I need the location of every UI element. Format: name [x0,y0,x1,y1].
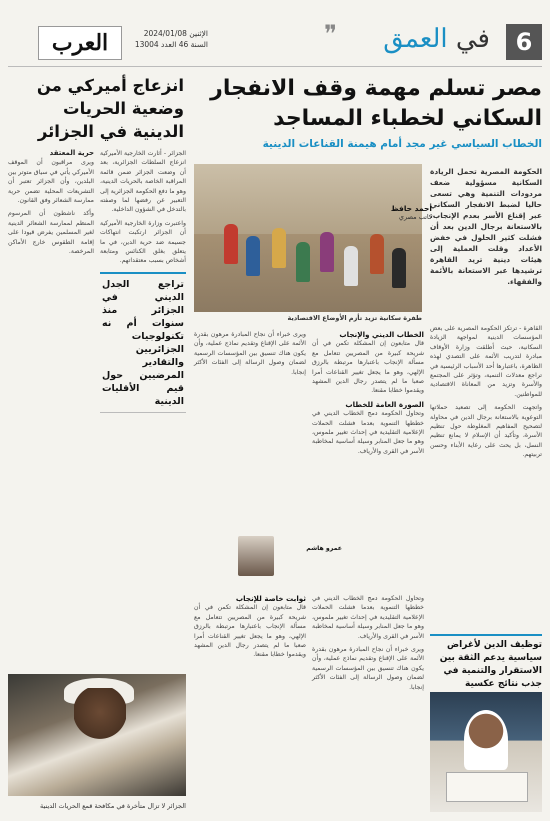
side-story-pull-quote: تراجع الجدل الديني في الجزائر منذ سنوات أم نه تكنولوجيات الجزائريين والتقادير المرضيين حول قيم الأقليات الدينية [100,272,186,413]
issue-date: الإثنين 2024/01/08 [143,29,208,38]
photo-figure [224,224,238,264]
byline [391,204,432,221]
side-story [8,74,186,814]
inset-box-headline: توظيف الدين لأغراض سياسية يدعم الثقة بين الاستقرار والتنمية في جذب نتائج عكسية [430,634,542,691]
photo-figure [464,710,508,770]
photo-figure [320,232,334,272]
photo-figure [392,248,406,288]
main-story-paragraph: وتحاول الحكومة دمج الخطاب الديني في خططها التنموية بعدما فشلت الحملات الإعلامية التقليدية في إحداث تغيير ملموس، وهو ما جعل المنابر وسيلة أساسية لمخاطبة الأسر في القرى والأرياف. [312,595,424,640]
main-story-paragraph: القاهرة - ترتكز الحكومة المصرية على بعض المؤسسات الدينية لمواجهة الزيادة السكانية، حيث أطلقت وزارة الأوقاف مبادرة لتدريب الأئمة على التصدي لهذه الظاهرة، باعتبارها أحد الأسباب الرئيسية في تراجع معدلات التنمية، وتؤثر على المجتمع والأسرة وتزيد من المعاناة الاقتصادية للمواطنين. [430,325,542,398]
section-prefix: في [455,24,490,54]
columnist-name: عمرو هاشم [306,545,342,552]
masthead-text: العرب [51,30,109,56]
side-story-column-right [100,149,186,419]
photo-figure-face [74,688,126,748]
main-story [194,74,542,814]
section-title [383,24,490,54]
main-story-headline: مصر تسلم مهمة وقف الانفجار السكاني لخطباء المساجد [210,76,542,131]
section-name: العمق [383,24,448,54]
author-name: أحمد حافظ [390,204,432,213]
main-story-column [312,594,424,696]
issue-info [128,28,208,50]
main-story-column [194,330,306,381]
main-story-paragraph: واتجهت الحكومة إلى تصعيد حملاتها التوعوية بالاستعانة برجال الدين في محاولة لتصحيح المفاهيم المغلوطة حول تنظيم الأسرة، وتأكيد أن الإسلام لا يمانع تنظيم النسل، بل يحث على رعاية الأبناء وحسن تربيتهم. [430,404,542,459]
side-story-photo [8,674,186,796]
photo-figure [344,246,358,286]
inset-box-photo [430,692,542,812]
section-number-badge: 6 [506,24,542,60]
quote-icon: ❞ [324,20,337,48]
side-story-paragraph: وأكد ناشطون أن المرسوم المنظم لممارسة الشعائر الدينية لغير المسلمين يفرض قيودا على إقامة الطقوس خارج الأماكن المرخصة. [8,210,94,256]
main-story-paragraph: قال متابعون إن المشكلة تكمن في أن شريحة كبيرة من المصريين تتعامل مع مسألة الإنجاب باعتبارها مرتبطة بالرزق الإلهي، وهو ما يجعل تغيير القناعات أمرا صعبا ما لم يتصدر رجال الدين المشهد ويقدموا خطابا مقنعا. [194,604,306,659]
main-story-paragraph: ويرى خبراء أن نجاح المبادرة مرهون بقدرة الأئمة على الإقناع وتقديم نماذج عملية، وأن يكون هناك تنسيق بين المؤسسات الرسمية لضمان وصول الرسالة إلى الفئات الأكثر إنجابا. [312,646,424,691]
side-story-columns [8,149,186,419]
photo-figure [296,242,310,282]
masthead-logo [38,26,122,60]
main-story-column [430,324,542,464]
main-story-subhead: الصورة العامة للخطاب [345,399,424,409]
main-story-paragraph: قال متابعون إن المشكلة تكمن في أن شريحة كبيرة من المصريين تتعامل مع مسألة الإنجاب باعتبارها مرتبطة بالرزق الإلهي، وهو ما يجعل تغيير القناعات أمرا صعبا ما لم يتصدر رجال الدين المشهد ويقدموا خطابا مقنعا. [312,340,424,395]
page-header [8,18,542,67]
photo-figure [272,228,286,268]
main-story-column [312,330,424,460]
side-story-headline: انزعاج أميركي من وضعية الحريات الدينية في الجزائر [36,76,184,141]
photo-book [446,772,528,802]
issue-number: السنة 46 العدد 13004 [134,40,208,49]
side-story-photo-caption: الجزائر لا تزال متأخرة في مكافحة قمع الحريات الدينية [40,802,186,810]
main-story-photo [194,164,422,312]
main-story-photo-caption: طفرة سكانية تزيد تأزم الأوضاع الاقتصادية [287,314,422,322]
side-story-paragraph: ويرى مراقبون أن الموقف الأميركي يأتي في سياق متوتر بين البلدين، وأن الجزائر تعتبر أن التشريعات المحلية تضمن حرية ممارسة الشعائر وفق القانون. [8,159,94,205]
side-story-subhead: حرية المعتقد [49,149,94,157]
main-story-lead: الحكومة المصرية تحمل الريادة السكانية مسؤولية ضعف مردودات التنمية وهي تسعى حاليا لضبط الانفجار السكاني عبر إقناع الأسر بعدم الإنجاب، بالاستعانة برجال الدين بعد أن فشلت كثير الحلول في خفض الأعداد وقلت العملية إلى هيئات دينية تريد القاهرة ترشيدها عبر الاستعانة بالأئمة والفقهاء. [430,167,542,286]
photo-figure [370,234,384,274]
side-story-paragraph: الجزائر - أثارت الخارجية الأميركية انزعاج السلطات الجزائرية، بعد أن وضعت الجزائر ضمن قائمة المراقبة الخاصة بالحريات الدينية، وهو ما دفع الحكومة الجزائرية إلى التعبير عن رفضها لما وصفته بالتدخل في الشؤون الداخلية. [100,150,186,214]
main-story-paragraph: وتحاول الحكومة دمج الخطاب الديني في خططها التنموية بعدما فشلت الحملات الإعلامية التقليدية في إحداث تغيير ملموس، وهو ما جعل المنابر وسيلة أساسية لمخاطبة الأسر في القرى والأرياف. [312,410,424,455]
main-story-subhead: الخطاب الديني والإنجاب [339,330,424,339]
main-story-paragraph: ويرى خبراء أن نجاح المبادرة مرهون بقدرة الأئمة على الإقناع وتقديم نماذج عملية، وأن يكون هناك تنسيق بين المؤسسات الرسمية لضمان وصول الرسالة إلى الفئات الأكثر إنجابا. [194,331,306,376]
main-story-kicker: الخطاب السياسي غير مجد أمام هيمنة القناعات الدينية [262,138,542,150]
columnist-photo [238,536,274,576]
side-story-paragraph: واعتبرت وزارة الخارجية الأميركية أن الجزائر ارتكبت انتهاكات جسيمة ضد حرية الدين، في ما يتعلق بغلق الكنائس ومتابعة أشخاص بسبب معتقداتهم. [100,219,186,265]
photo-figure [246,236,260,276]
author-role: كاتب مصري [398,213,432,221]
main-story-column [194,594,306,664]
main-story-subhead: ثوابت خاصة للإنجاب [235,594,306,603]
side-story-column-left [8,149,94,419]
